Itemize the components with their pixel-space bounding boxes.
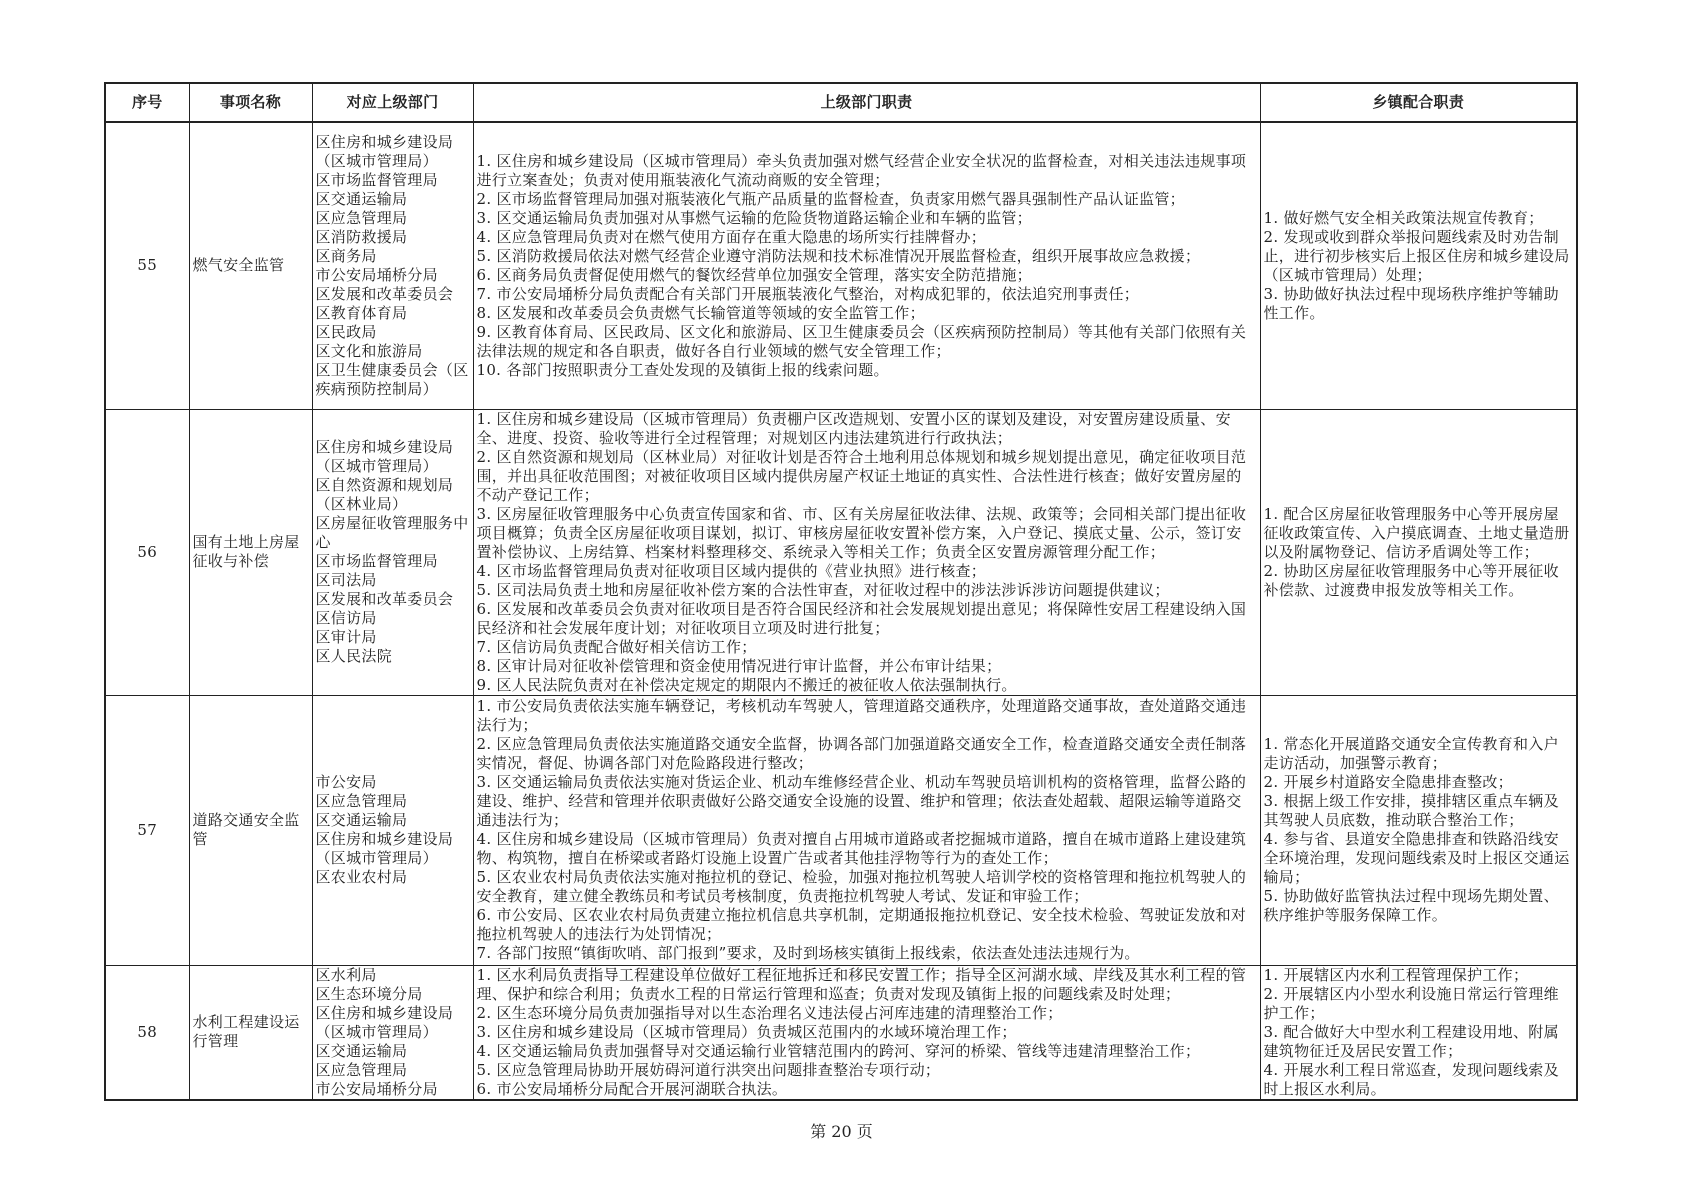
department-list: [312, 122, 473, 409]
town-duty-item: 2. 开展辖区内小型水利设施日常运行管理维护工作；: [1263, 984, 1559, 1022]
department: 市公安局埇桥分局: [315, 1079, 438, 1098]
department-duties: [473, 695, 1260, 965]
town-duties: [1260, 695, 1577, 965]
duty-item: 1. 区水利局负责指导工程建设单位做好工程征地拆迁和移民安置工作；指导全区河湖水域、岸线及其水利工程的管理、保护和综合利用；负责水工程的日常运行管理和巡查；负责对发现及镇街上报的问题线索及时处理；: [476, 965, 1247, 1003]
town-duty-item: 2. 发现或收到群众举报问题线索及时劝告制止，进行初步核实后上报区住房和城乡建设局（区城市管理局）处理；: [1263, 227, 1570, 284]
department: 区市场监督管理局: [315, 170, 438, 189]
duty-item: 2. 区应急管理局负责依法实施道路交通安全监督，协调各部门加强道路交通安全工作，检查道路交通安全责任制落实情况，督促、协调各部门对危险路段进行整改；: [476, 735, 1247, 772]
duty-item: 4. 区住房和城乡建设局（区城市管理局）负责对擅自占用城市道路或者挖掘城市道路，擅自在城市道路上建设建筑物、构筑物，擅自在桥梁或者路灯设施上设置广告或者其他挂浮物等行为的查处工作；: [476, 830, 1247, 867]
department: 区房屋征收管理服务中心: [315, 514, 469, 551]
department-duties: [473, 122, 1260, 409]
duty-item: 6. 区发展和改革委员会负责对征收项目是否符合国民经济和社会发展规划提出意见；将保障性安居工程建设纳入国民经济和社会发展年度计划；对征收项目立项及时进行批复；: [476, 599, 1247, 637]
department: 区审计局: [315, 628, 377, 646]
town-duty-item: 3. 协助做好执法过程中现场秩序维护等辅助性工作。: [1263, 284, 1559, 322]
row-number: 56: [105, 409, 189, 695]
department: 区住房和城乡建设局（区城市管理局）: [315, 1003, 454, 1041]
department-list: [312, 965, 473, 1100]
row-number: 57: [105, 695, 189, 965]
duty-item: 3. 区住房和城乡建设局（区城市管理局）负责城区范围内的水域环境治理工作；: [476, 1022, 1017, 1041]
department: 市公安局: [315, 773, 377, 791]
duty-item: 1. 市公安局负责依法实施车辆登记，考核机动车驾驶人，管理道路交通秩序，处理道路交通事故，查处道路交通违法行为；: [476, 697, 1247, 734]
page-number: 第 20 页: [810, 1122, 873, 1141]
duty-item: 3. 区交通运输局负责加强对从事燃气运输的危险货物道路运输企业和车辆的监管；: [476, 208, 1032, 227]
department: 区交通运输局: [315, 189, 408, 208]
department: 区市场监督管理局: [315, 552, 438, 570]
duty-item: 1. 区住房和城乡建设局（区城市管理局）负责棚户区改造规划、安置小区的谋划及建设，对安置房建设质量、安全、进度、投资、验收等进行全过程管理；对规划区内违法建筑进行行政执法；: [476, 409, 1231, 447]
department: 区住房和城乡建设局（区城市管理局）: [315, 830, 454, 867]
department: 区发展和改革委员会: [315, 284, 454, 303]
department: 区人民法院: [315, 647, 393, 665]
duty-item: 7. 市公安局埇桥分局负责配合有关部门开展瓶装液化气整治，对构成犯罪的，依法追究刑事责任；: [476, 284, 1140, 303]
item-name: 燃气安全监管: [189, 122, 312, 409]
duty-item: 9. 区人民法院负责对在补偿决定规定的期限内不搬迁的被征收人依法强制执行。: [476, 675, 1017, 694]
duty-item: 9. 区教育体育局、区民政局、区文化和旅游局、区卫生健康委员会（区疾病预防控制局）等其他有关部门依照有关法律法规的规定和各自职责，做好各自行业领域的燃气安全管理工作；: [476, 322, 1247, 360]
department-duties: [473, 965, 1260, 1100]
department: 区住房和城乡建设局（区城市管理局）: [315, 132, 454, 170]
duty-item: 3. 区交通运输局负责依法实施对货运企业、机动车维修经营企业、机动车驾驶员培训机构的资格管理，监督公路的建设、维护、经营和管理并依职责做好公路交通安全设施的设置、维护和管理；依法查处超载、超限运输等道路交通违法行为；: [476, 773, 1247, 829]
duty-item: 2. 区生态环境分局负责加强指导对以生态治理名义违法侵占河库违建的清理整治工作；: [476, 1003, 1063, 1022]
duty-item: 8. 区发展和改革委员会负责燃气长输管道等领域的安全监管工作；: [476, 303, 925, 322]
town-duty-item: 4. 开展水利工程日常巡查，发现问题线索及时上报区水利局。: [1263, 1060, 1559, 1098]
department: 区住房和城乡建设局（区城市管理局）: [315, 438, 454, 475]
duty-item: 7. 各部门按照“镇街吹哨、部门报到”要求，及时到场核实镇街上报线索，依法查处违法违规行为。: [476, 944, 1140, 962]
department: 区民政局: [315, 322, 377, 341]
duty-item: 8. 区审计局对征收补偿管理和资金使用情况进行审计监督，并公布审计结果；: [476, 656, 1002, 675]
header-department-duties: 上级部门职责: [473, 83, 1260, 122]
duty-item: 5. 区农业农村局负责依法实施对拖拉机的登记、检验，加强对拖拉机驾驶人培训学校的资格管理和拖拉机驾驶人的安全教育，建立健全教练员和考试员考核制度，负责拖拉机驾驶人考试、发证和审验工作；: [476, 868, 1247, 905]
responsibility-table: [104, 82, 1578, 1101]
town-duty-item: 5. 协助做好监管执法过程中现场先期处置、秩序维护等服务保障工作。: [1263, 887, 1559, 924]
town-duty-item: 3. 配合做好大中型水利工程建设用地、附属建筑物征迁及居民安置工作；: [1263, 1022, 1559, 1060]
duty-item: 4. 区交通运输局负责加强督导对交通运输行业管辖范围内的跨河、穿河的桥梁、管线等违建清理整治工作；: [476, 1041, 1201, 1060]
item-name: 道路交通安全监管: [189, 695, 312, 965]
department: 区农业农村局: [315, 868, 408, 886]
department: 区自然资源和规划局（区林业局）: [315, 476, 454, 513]
duty-item: 6. 区商务局负责督促使用燃气的餐饮经营单位加强安全管理，落实安全防范措施；: [476, 265, 1032, 284]
header-item-name: 事项名称: [189, 83, 312, 122]
table-row: [105, 122, 1577, 409]
department: 区水利局: [315, 965, 377, 984]
header-number: 序号: [105, 83, 189, 122]
department-list: [312, 409, 473, 695]
department: 区消防救援局: [315, 227, 408, 246]
department: 区生态环境分局: [315, 984, 423, 1003]
duty-item: 2. 区市场监督管理局加强对瓶装液化气瓶产品质量的监督检查，负责家用燃气器具强制性产品认证监管；: [476, 189, 1185, 208]
town-duties: [1260, 409, 1577, 695]
department: 区教育体育局: [315, 303, 408, 322]
town-duty-item: 3. 根据上级工作安排，摸排辖区重点车辆及其驾驶人员底数，推动联合整治工作；: [1263, 792, 1559, 829]
department: 区商务局: [315, 246, 377, 265]
item-name: 水利工程建设运行管理: [189, 965, 312, 1100]
row-number: 58: [105, 965, 189, 1100]
department: 区应急管理局: [315, 1060, 408, 1079]
duty-item: 6. 市公安局、区农业农村局负责建立拖拉机信息共享机制，定期通报拖拉机登记、安全技术检验、驾驶证发放和对拖拉机驾驶人的违法行为处罚情况；: [476, 906, 1247, 943]
duty-item: 4. 区市场监督管理局负责对征收项目区域内提供的《营业执照》进行核查；: [476, 561, 987, 580]
town-duty-item: 1. 开展辖区内水利工程管理保护工作；: [1263, 965, 1529, 984]
town-duty-item: 1. 常态化开展道路交通安全宣传教育和入户走访活动，加强警示教育；: [1263, 735, 1559, 772]
town-duties: [1260, 965, 1577, 1100]
town-duties: [1260, 122, 1577, 409]
duty-item: 5. 区司法局负责土地和房屋征收补偿方案的合法性审查，对征收过程中的涉法涉诉涉访问题提供建议；: [476, 580, 1170, 599]
duty-item: 5. 区应急管理局协助开展妨碍河道行洪突出问题排查整治专项行动；: [476, 1060, 941, 1079]
department: 区司法局: [315, 571, 377, 589]
department: 区信访局: [315, 609, 377, 627]
duty-item: 5. 区消防救援局依法对燃气经营企业遵守消防法规和技术标准情况开展监督检查，组织开展事故应急救援；: [476, 246, 1201, 265]
table-header-row: [105, 83, 1577, 122]
department: 市公安局埇桥分局: [315, 265, 438, 284]
department: 区交通运输局: [315, 1041, 408, 1060]
town-duty-item: 4. 参与省、县道安全隐患排查和铁路沿线安全环境治理，发现问题线索及时上报区交通运输局；: [1263, 830, 1570, 886]
town-duty-item: 1. 做好燃气安全相关政策法规宣传教育；: [1263, 208, 1544, 227]
duty-item: 10. 各部门按照职责分工查处发现的及镇街上报的线索问题。: [476, 360, 889, 379]
town-duty-item: 2. 协助区房屋征收管理服务中心等开展征收补偿款、过渡费申报发放等相关工作。: [1263, 561, 1559, 599]
duty-item: 3. 区房屋征收管理服务中心负责宣传国家和省、市、区有关房屋征收法律、法规、政策等；会同相关部门提出征收项目概算；负责全区房屋征收项目谋划，拟订、审核房屋征收安置补偿方案，入户登记、摸底丈量、公示，签订安置补偿协议、上房结算、档案材料整理移交、系统录入等相关工作；负责全区安置房源管理分配工作；: [476, 504, 1247, 561]
row-number: 55: [105, 122, 189, 409]
town-duty-item: 2. 开展乡村道路安全隐患排查整改；: [1263, 773, 1513, 791]
header-departments: 对应上级部门: [312, 83, 473, 122]
department: 区发展和改革委员会: [315, 590, 454, 608]
duty-item: 2. 区自然资源和规划局（区林业局）对征收计划是否符合土地利用总体规划和城乡规划提出意见，确定征收项目范围，并出具征收范围图；对被征收项目区域内提供房屋产权证土地证的真实性、合法性进行核查；做好安置房屋的不动产登记工作；: [476, 447, 1247, 504]
department-list: [312, 695, 473, 965]
duty-item: 6. 市公安局埇桥分局配合开展河湖联合执法。: [476, 1079, 788, 1098]
department: 区交通运输局: [315, 811, 408, 829]
item-name: 国有土地上房屋征收与补偿: [189, 409, 312, 695]
table-row: [105, 695, 1577, 965]
department-duties: [473, 409, 1260, 695]
duty-item: 7. 区信访局负责配合做好相关信访工作；: [476, 637, 757, 656]
department: 区文化和旅游局: [315, 341, 423, 360]
header-town-duties: 乡镇配合职责: [1260, 83, 1577, 122]
table-row: [105, 965, 1577, 1100]
table-row: [105, 409, 1577, 695]
duty-item: 4. 区应急管理局负责对在燃气使用方面存在重大隐患的场所实行挂牌督办；: [476, 227, 987, 246]
department: 区应急管理局: [315, 792, 408, 810]
duty-item: 1. 区住房和城乡建设局（区城市管理局）牵头负责加强对燃气经营企业安全状况的监督检查，对相关违法违规事项进行立案查处；负责对使用瓶装液化气流动商贩的安全管理；: [476, 151, 1247, 189]
town-duty-item: 1. 配合区房屋征收管理服务中心等开展房屋征收政策宣传、入户摸底调查、土地丈量造册以及附属物登记、信访矛盾调处等工作；: [1263, 504, 1570, 561]
department: 区卫生健康委员会（区疾病预防控制局）: [315, 360, 469, 398]
department: 区应急管理局: [315, 208, 408, 227]
